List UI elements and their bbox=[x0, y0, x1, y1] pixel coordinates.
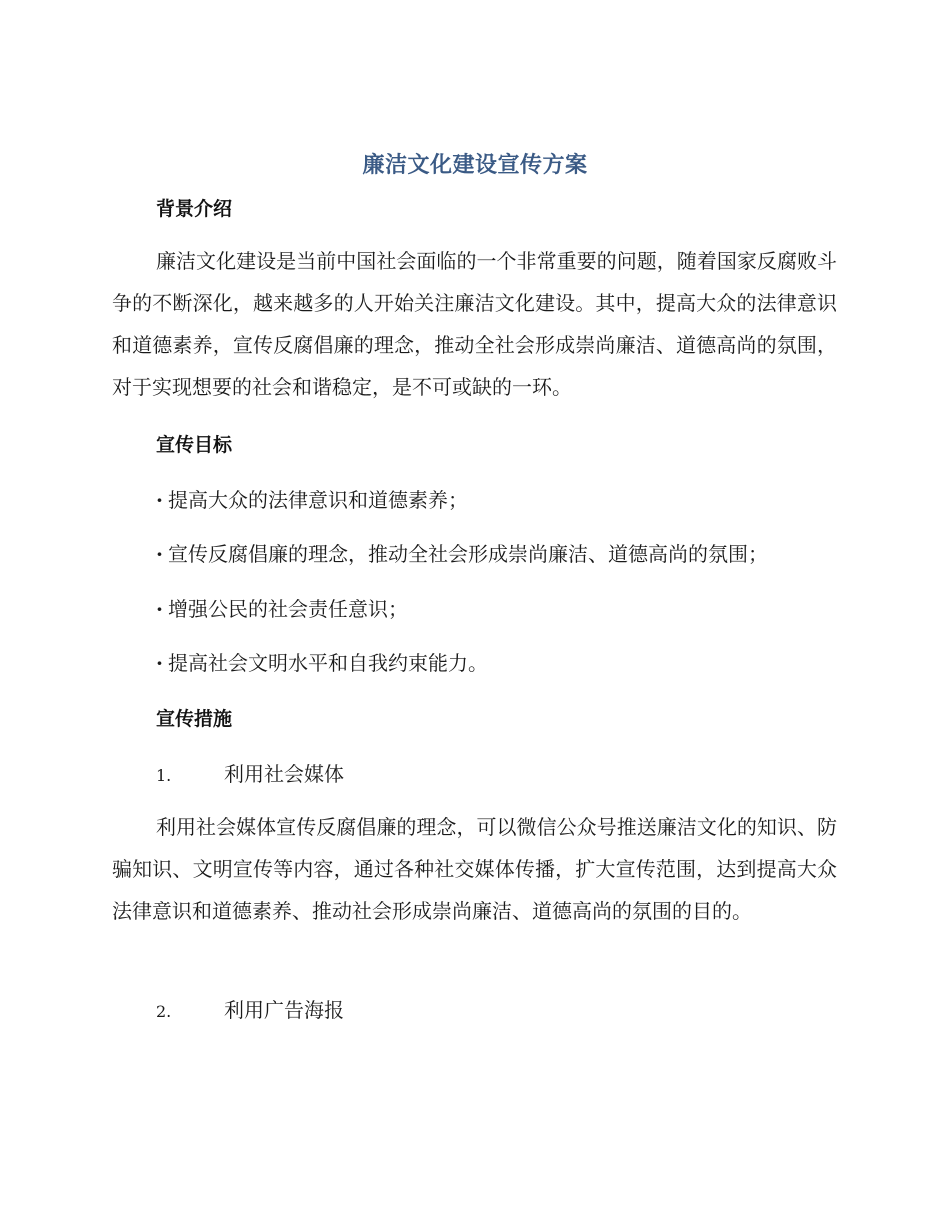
bullet-marker: · bbox=[156, 542, 163, 566]
goal-list-item bbox=[156, 484, 468, 513]
measure-number: 1. bbox=[156, 766, 172, 785]
goal-list-item bbox=[156, 593, 408, 622]
measure-label: 利用广告海报 bbox=[224, 998, 344, 1022]
goal-text: 宣传反腐倡廉的理念，推动全社会形成崇尚廉洁、道德高尚的氛围； bbox=[168, 542, 768, 566]
goal-text: 提高社会文明水平和自我约束能力。 bbox=[168, 651, 488, 675]
measure-item-2 bbox=[156, 994, 344, 1023]
measure-label: 利用社会媒体 bbox=[224, 762, 344, 786]
goal-list-item bbox=[156, 647, 488, 676]
measure-1-paragraph: 利用社会媒体宣传反腐倡廉的理念，可以微信公众号推送廉洁文化的知识、防骗知识、文明宣传等内容，通过各种社交媒体传播，扩大宣传范围，达到提高大众法律意识和道德素养、推动社会形成崇尚廉洁、道德高尚的氛围的目的。 bbox=[112, 815, 837, 923]
section-heading-goals: 宣传目标 bbox=[156, 434, 233, 456]
goal-text: 提高大众的法律意识和道德素养； bbox=[168, 488, 468, 512]
bullet-marker: · bbox=[156, 651, 163, 675]
bullet-marker: · bbox=[156, 597, 163, 621]
goal-text: 增强公民的社会责任意识； bbox=[168, 597, 408, 621]
goal-list-item bbox=[156, 538, 768, 567]
measure-number: 2. bbox=[156, 1002, 172, 1021]
section-heading-background: 背景介绍 bbox=[156, 198, 233, 220]
document-title: 廉洁文化建设宣传方案 bbox=[362, 153, 588, 178]
bullet-marker: · bbox=[156, 488, 163, 512]
measure-item-1 bbox=[156, 758, 344, 787]
background-paragraph: 廉洁文化建设是当前中国社会面临的一个非常重要的问题，随着国家反腐败斗争的不断深化，越来越多的人开始关注廉洁文化建设。其中，提高大众的法律意识和道德素养，宣传反腐倡廉的理念，推动全社会形成崇尚廉洁、道德高尚的氛围，对于实现想要的社会和谐稳定，是不可或缺的一环。 bbox=[112, 249, 837, 399]
section-heading-measures: 宣传措施 bbox=[156, 708, 233, 730]
